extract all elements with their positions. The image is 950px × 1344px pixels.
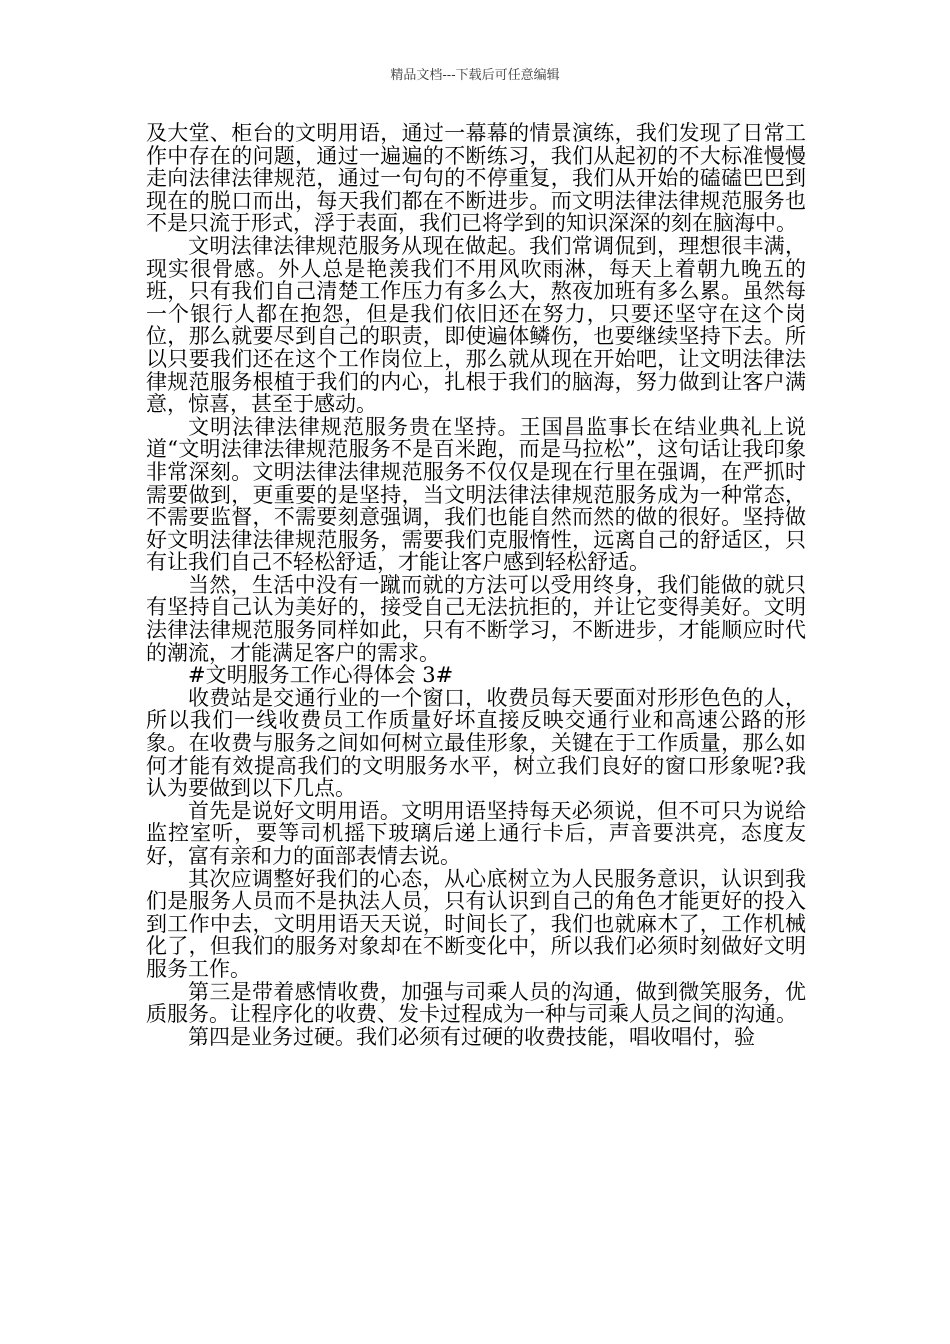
document-body xyxy=(146,122,806,1048)
paragraph-9: 第四是业务过硬。我们必须有过硬的收费技能，唱收唱付，验 xyxy=(188,1024,755,1049)
paragraph-5: 收费站是交通行业的一个窗口，收费员每天要面对形形色色的人，所以我们一线收费员工作质量好坏直接反映交通行业和高速公路的形象。在收费与服务之间如何树立最佳形象，关键在于工作质量，那么如何才能有效提高我们的文明服务水平，树立我们良好的窗口形象呢?我认为要做到以下几点。 xyxy=(146,685,806,801)
paragraph-6: 首先是说好文明用语。文明用语坚持每天必须说，但不可只为说给监控室听，要等司机摇下玻璃后递上通行卡后，声音要洪亮，态度友好，富有亲和力的面部表情去说。 xyxy=(146,798,806,868)
paragraph-1: 及大堂、柜台的文明用语，通过一幕幕的情景演练，我们发现了日常工作中存在的问题，通过一遍遍的不断练习，我们从起初的不大标准慢慢走向法律法律规范，通过一句句的不停重复，我们从开始的磕磕巴巴到现在的脱口而出，每天我们都在不断进步。而文明法律法律规范服务也不是只流于形式，浮于表面，我们已将学到的知识深深的刻在脑海中。 xyxy=(146,121,806,236)
page-header: 精品文档---下载后可任意编辑 xyxy=(390,68,560,83)
paragraph-3: 文明法律法律规范服务贵在坚持。王国昌监事长在结业典礼上说道“文明法律法律规范服务不是百米跑，而是马拉松”，这句话让我印象非常深刻。文明法律法律规范服务不仅仅是现在行里在强调，在严抓时需要做到，更重要的是坚持，当文明法律法律规范服务成为一种常态，不需要监督，不需要刻意强调，我们也能自然而然的做的很好。坚持做好文明法律法律规范服务，需要我们克服惰性，远离自己的舒适区，只有让我们自己不轻松舒适，才能让客户感到轻松舒适。 xyxy=(146,414,806,575)
paragraph-4: 当然，生活中没有一蹴而就的方法可以受用终身，我们能做的就只有坚持自己认为美好的，接受自己无法抗拒的，并让它变得美好。文明法律法律规范服务同样如此，只有不断学习，不断进步，才能顺应时代的潮流，才能满足客户的需求。 xyxy=(146,572,806,665)
section-heading: #文明服务工作心得体会 3# xyxy=(188,663,454,688)
paragraph-7: 其次应调整好我们的心态，从心底树立为人民服务意识，认识到我们是服务人员而不是执法人员，只有认识到自己的角色才能更好的投入到工作中去，文明用语天天说，时间长了，我们也就麻木了，工作机械化了，但我们的服务对象却在不断变化中，所以我们必须时刻做好文明服务工作。 xyxy=(146,866,806,981)
paragraph-2: 文明法律法律规范服务从现在做起。我们常调侃到，理想很丰满，现实很骨感。外人总是艳羡我们不用风吹雨淋，每天上着朝九晚五的班，只有我们自己清楚工作压力有多么大，熬夜加班有多么累。虽然每一个银行人都在抱怨，但是我们依旧还在努力，只要还坚守在这个岗位，那么就要尽到自己的职责，即使遍体鳞伤，也要继续坚持下去。所以只要我们还在这个工作岗位上，那么就从现在开始吧，让文明法律法律规范服务根植于我们的内心，扎根于我们的脑海，努力做到让客户满意，惊喜，甚至于感动。 xyxy=(146,233,806,417)
paragraph-8: 第三是带着感情收费，加强与司乘人员的沟通，做到微笑服务，优质服务。让程序化的收费、发卡过程成为一种与司乘人员之间的沟通。 xyxy=(146,979,806,1027)
